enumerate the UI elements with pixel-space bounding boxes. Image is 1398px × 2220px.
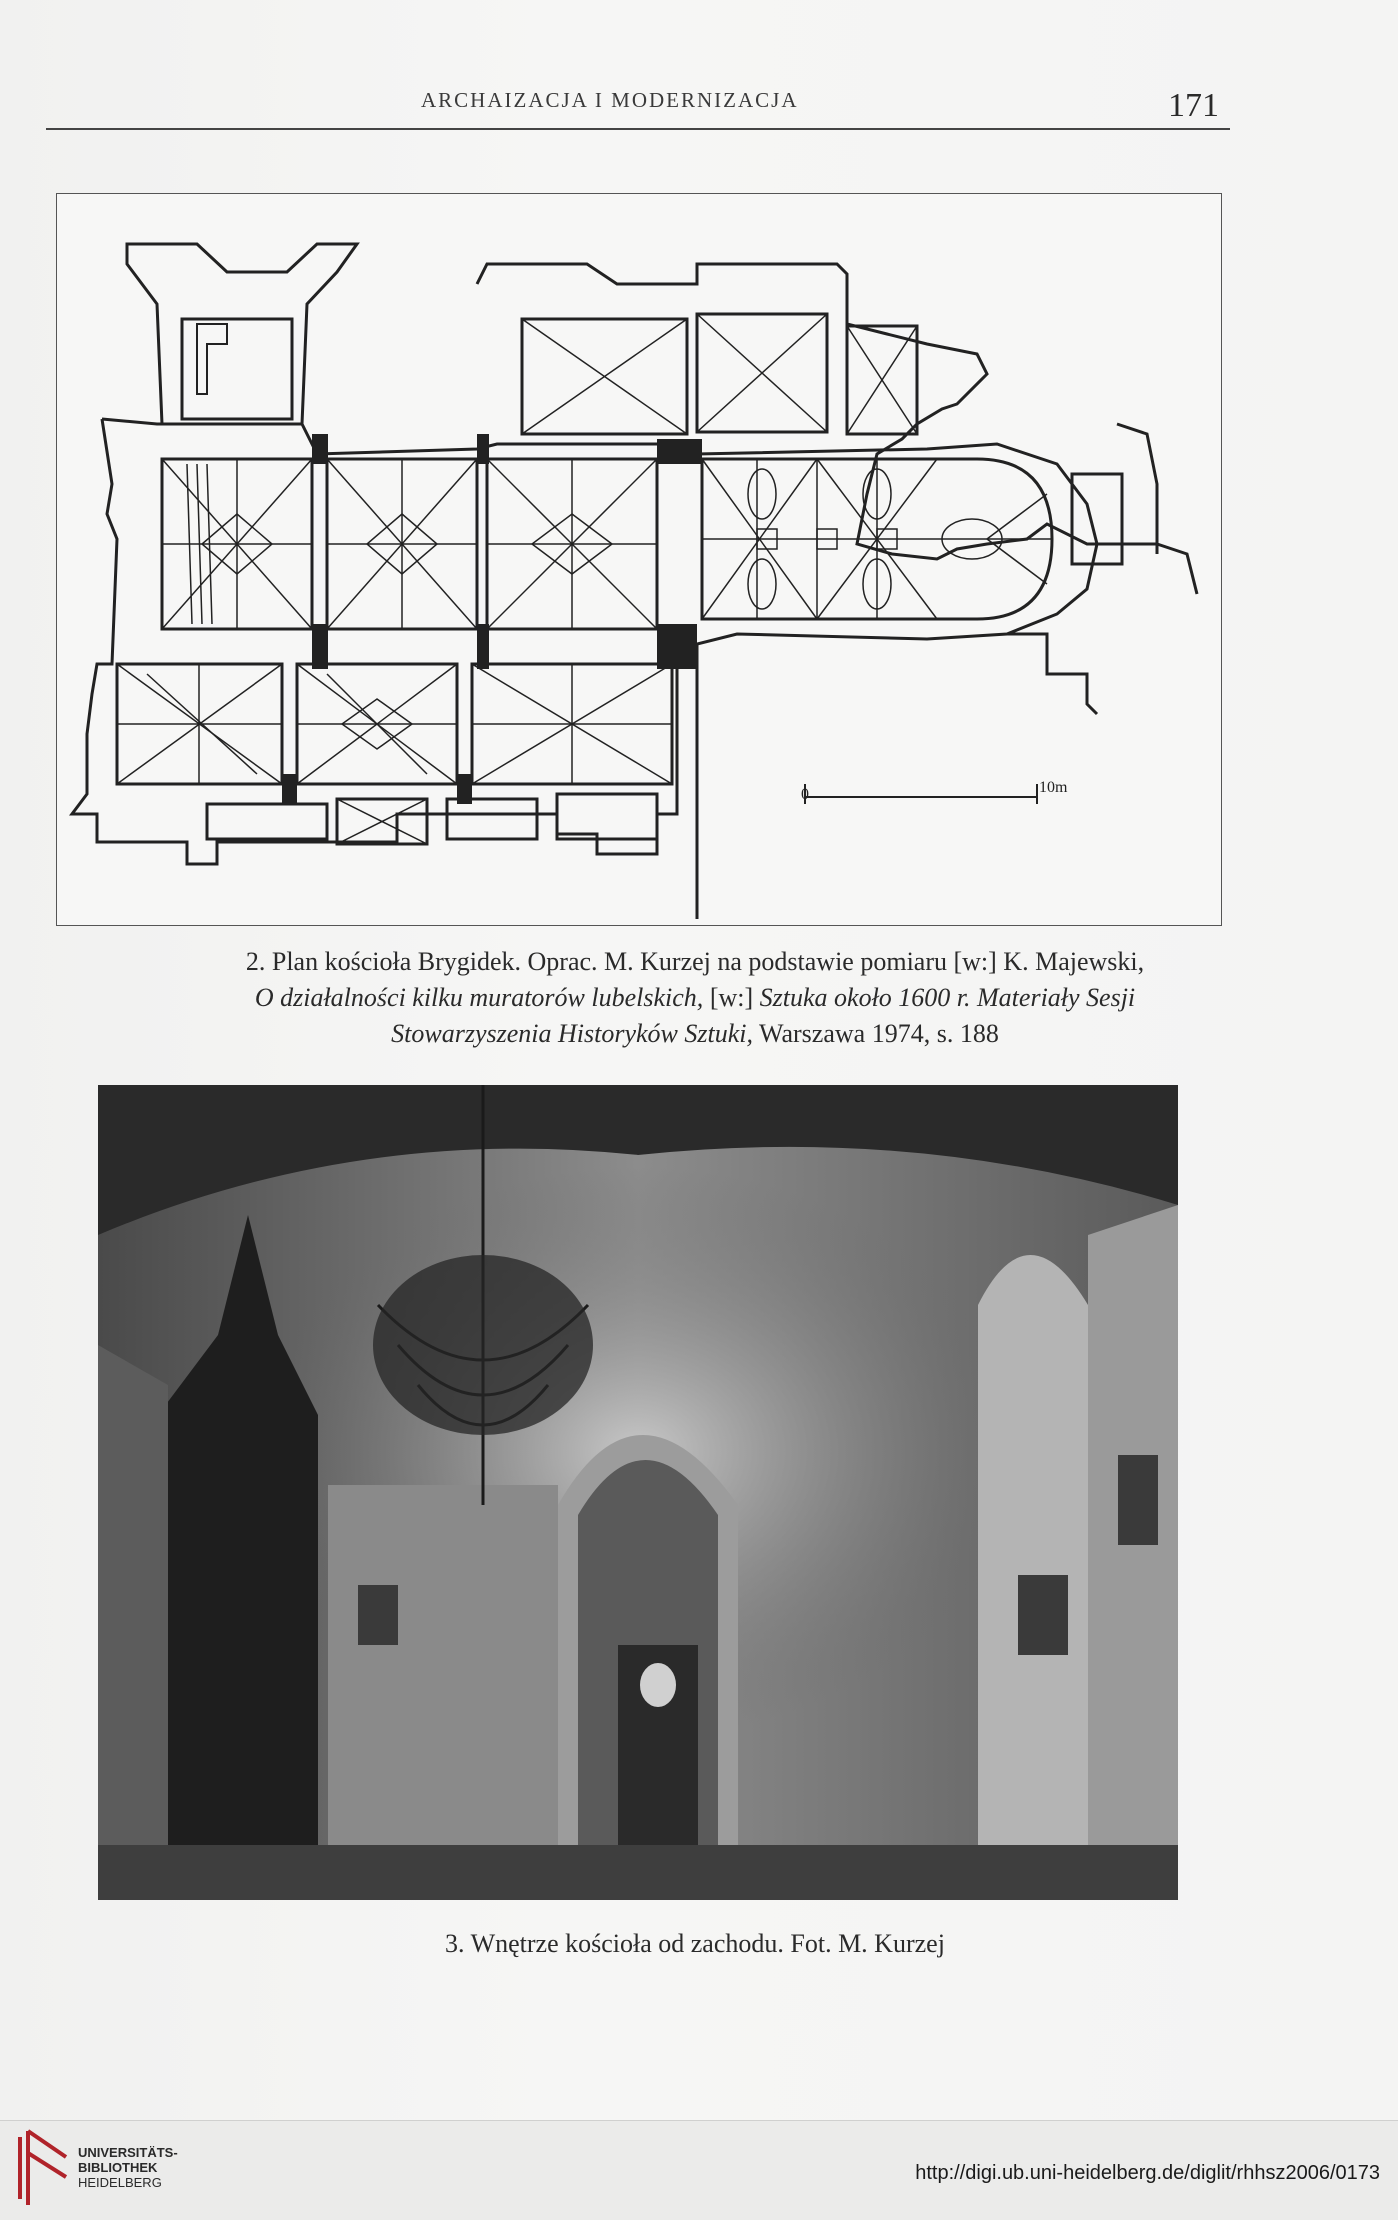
church-interior-image [98, 1085, 1178, 1900]
university-library-logo-icon [14, 2127, 74, 2207]
page-number: 171 [1168, 87, 1219, 124]
caption-line-1: 2. Plan kościoła Brygidek. Oprac. M. Kurzej na podstawie pomiaru [w:] K. Majewski, [245, 947, 1145, 976]
figure-2-caption [70, 944, 1320, 1052]
caption-title-italic: O działalności kilku muratorów lubelskich, [254, 983, 704, 1012]
scale-label-end: 10m [1039, 779, 1068, 796]
caption-line-2 [70, 980, 1320, 1016]
library-name-line-1: UNIVERSITÄTS- [78, 2145, 178, 2160]
caption-line-3 [70, 1016, 1320, 1052]
church-interior-photo [98, 1085, 1178, 1900]
floor-plan-drawing [57, 194, 1223, 927]
figure-3-caption: 3. Wnętrze kościoła od zachodu. Fot. M. Kurzej [445, 1929, 945, 1958]
caption-publication-info: Warszawa 1974, s. 188 [753, 1019, 999, 1048]
header-rule [46, 128, 1230, 130]
caption-society-italic: Stowarzyszenia Historyków Sztuki, [391, 1019, 753, 1048]
floor-plan-figure [56, 193, 1222, 926]
caption-in-marker: [w:] [703, 983, 760, 1012]
library-name-line-2: BIBLIOTHEK [78, 2160, 158, 2175]
running-title: ARCHAIZACJA I MODERNIZACJA [421, 88, 799, 112]
scale-label-start: 0 [801, 786, 809, 803]
source-url-link[interactable]: http://digi.ub.uni-heidelberg.de/diglit/rhhsz2006/0173 [915, 2162, 1380, 2184]
library-name [78, 2145, 178, 2190]
library-name-line-3: HEIDELBERG [78, 2175, 162, 2190]
caption-book-title-italic: Sztuka około 1600 r. Materiały Sesji [759, 983, 1136, 1012]
